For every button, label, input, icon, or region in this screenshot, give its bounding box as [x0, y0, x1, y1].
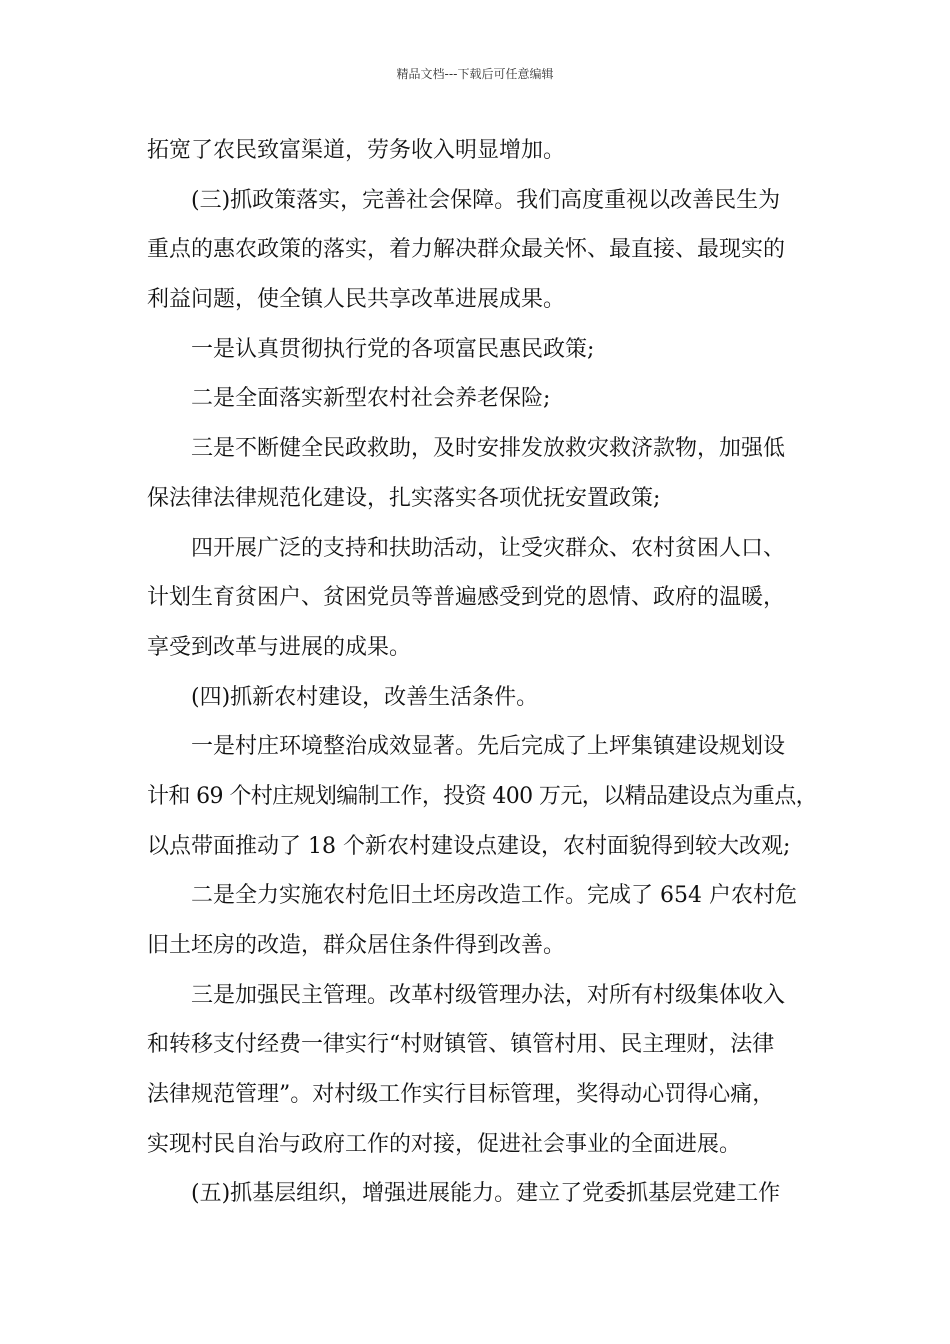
text-line: 拓宽了农民致富渠道，劳务收入明显增加。	[147, 138, 566, 163]
text-line: 以点带面推动了 18 个新农村建设点建设，农村面貌得到较大改观;	[147, 833, 791, 859]
text-line: 一是认真贯彻执行党的各项富民惠民政策;	[191, 336, 595, 362]
text-line: 旧土坯房的改造，群众居住条件得到改善。	[147, 933, 566, 958]
text-line: 四开展广泛的支持和扶助活动，让受灾群众、农村贫困人口、	[191, 535, 786, 561]
document-body	[147, 132, 817, 1225]
text-line: 法律规范管理”。对村级工作实行目标管理，奖得动心罚得心痛，	[147, 1082, 775, 1108]
text-line: 保法律法律规范化建设，扎实落实各项优抚安置政策;	[147, 485, 661, 511]
text-line: 和转移支付经费一律实行“村财镇管、镇管村用、民主理财，法律	[147, 1032, 775, 1058]
text-line: 计划生育贫困户、贫困党员等普遍感受到党的恩情、政府的温暖，	[147, 585, 786, 611]
page-header: 精品文档---下载后可任意编辑	[396, 67, 554, 81]
text-line: 实现村民自治与政府工作的对接，促进社会事业的全面进展。	[147, 1131, 742, 1157]
text-line: (四)抓新农村建设，改善生活条件。	[191, 684, 539, 710]
text-line: 重点的惠农政策的落实，着力解决群众最关怀、最直接、最现实的	[147, 237, 786, 263]
text-line: 利益问题，使全镇人民共享改革进展成果。	[147, 287, 566, 313]
text-line: 享受到改革与进展的成果。	[147, 634, 412, 660]
text-line: (五)抓基层组织，增强进展能力。建立了党委抓基层党建工作	[191, 1181, 781, 1207]
text-line: 计和 69 个村庄规划编制工作，投资 400 万元，以精品建设点为重点，	[147, 783, 817, 809]
text-line: 二是全力实施农村危旧土坯房改造工作。完成了 654 户农村危	[191, 883, 797, 909]
text-line: 一是村庄环境整治成效显著。先后完成了上坪集镇建设规划设	[191, 734, 786, 760]
text-line: 三是不断健全民政救助，及时安排发放救灾救济款物，加强低	[191, 436, 786, 462]
text-line: (三)抓政策落实，完善社会保障。我们高度重视以改善民生为	[191, 187, 781, 213]
text-line: 三是加强民主管理。改革村级管理办法，对所有村级集体收入	[191, 982, 786, 1008]
text-line: 二是全面落实新型农村社会养老保险;	[191, 386, 551, 412]
